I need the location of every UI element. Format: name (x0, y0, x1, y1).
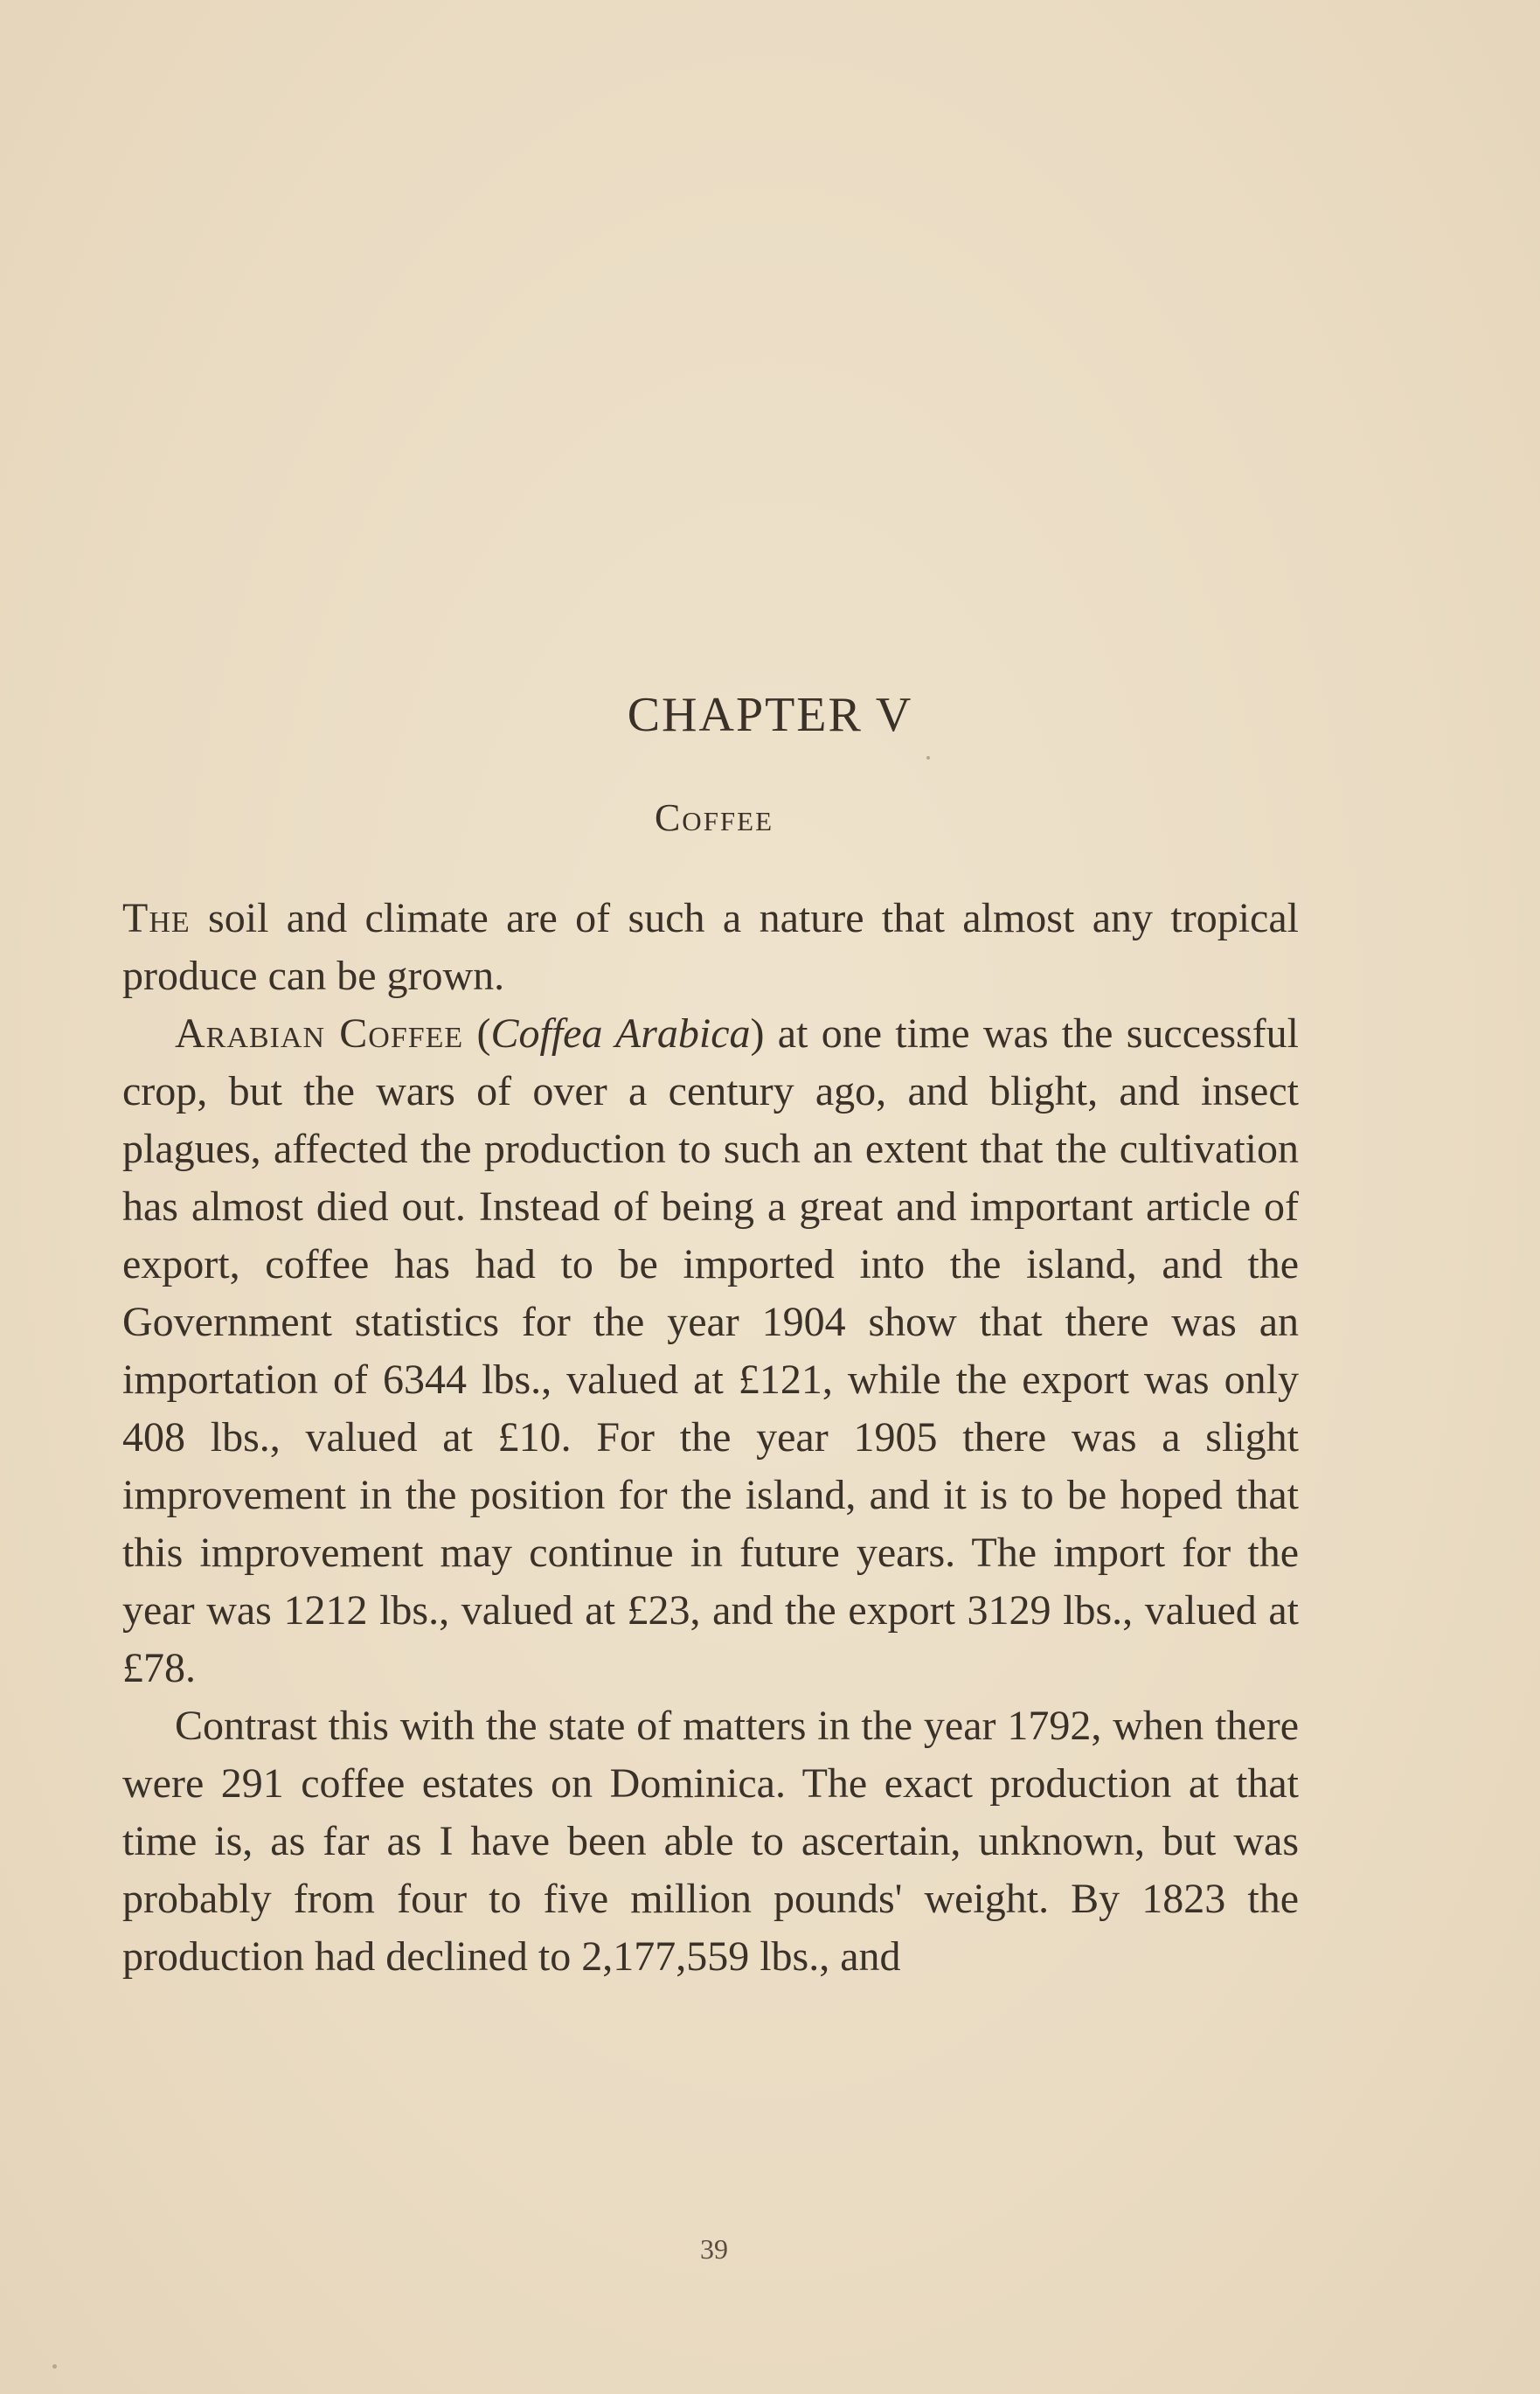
paragraph-3-text: Contrast this with the state of matters in the year 1792, when there were 291 coffee estates on Dominica. The exact production at that time is, as far as I have been able to ascertain, unknown, but was probably from four to five million pounds' weight. By 1823 the production had declined to 2,177,559 lbs., and (122, 1703, 1299, 1980)
paragraph-2-text: ) at one time was the successful crop, but the wars of over a century ago, and blight, and insect plagues, affected the production to such an extent that the cultivation has almost died out. Instead of being a great and important article of export, coffee has had to be imported into the island, and the Government statistics for the year 1904 show that there was an importation of 6344 lbs., valued at £121, while the export was only 408 lbs., valued at £10. For the year 1905 there was a slight improvement in the position for the island, and it is to be hoped that this improvement may continue in future years. The import for the year was 1212 lbs., valued at £23, and the export 3129 lbs., valued at £78. (122, 1010, 1300, 1691)
section-title: Coffee (654, 796, 774, 839)
paragraph-2-italic: Coffea Arabica (490, 1010, 751, 1057)
paragraph-1-text: soil and climate are of such a nature that almost any tropical produce can be grown. (122, 895, 1299, 999)
page-number: 39 (700, 2233, 728, 2265)
paper-speck (926, 756, 930, 760)
paragraph-2-lead: Arabian Coffee (175, 1010, 464, 1057)
chapter-heading: CHAPTER V (627, 688, 913, 742)
paragraph-2-pre-italic: ( (463, 1010, 491, 1057)
paragraph-1-lead: The (122, 895, 191, 941)
paper-speck (52, 2364, 57, 2369)
paragraph-2 (122, 1005, 1299, 1697)
paragraph-3 (122, 1697, 1299, 1986)
paragraph-1 (122, 890, 1299, 1005)
body-text (122, 890, 1299, 1986)
